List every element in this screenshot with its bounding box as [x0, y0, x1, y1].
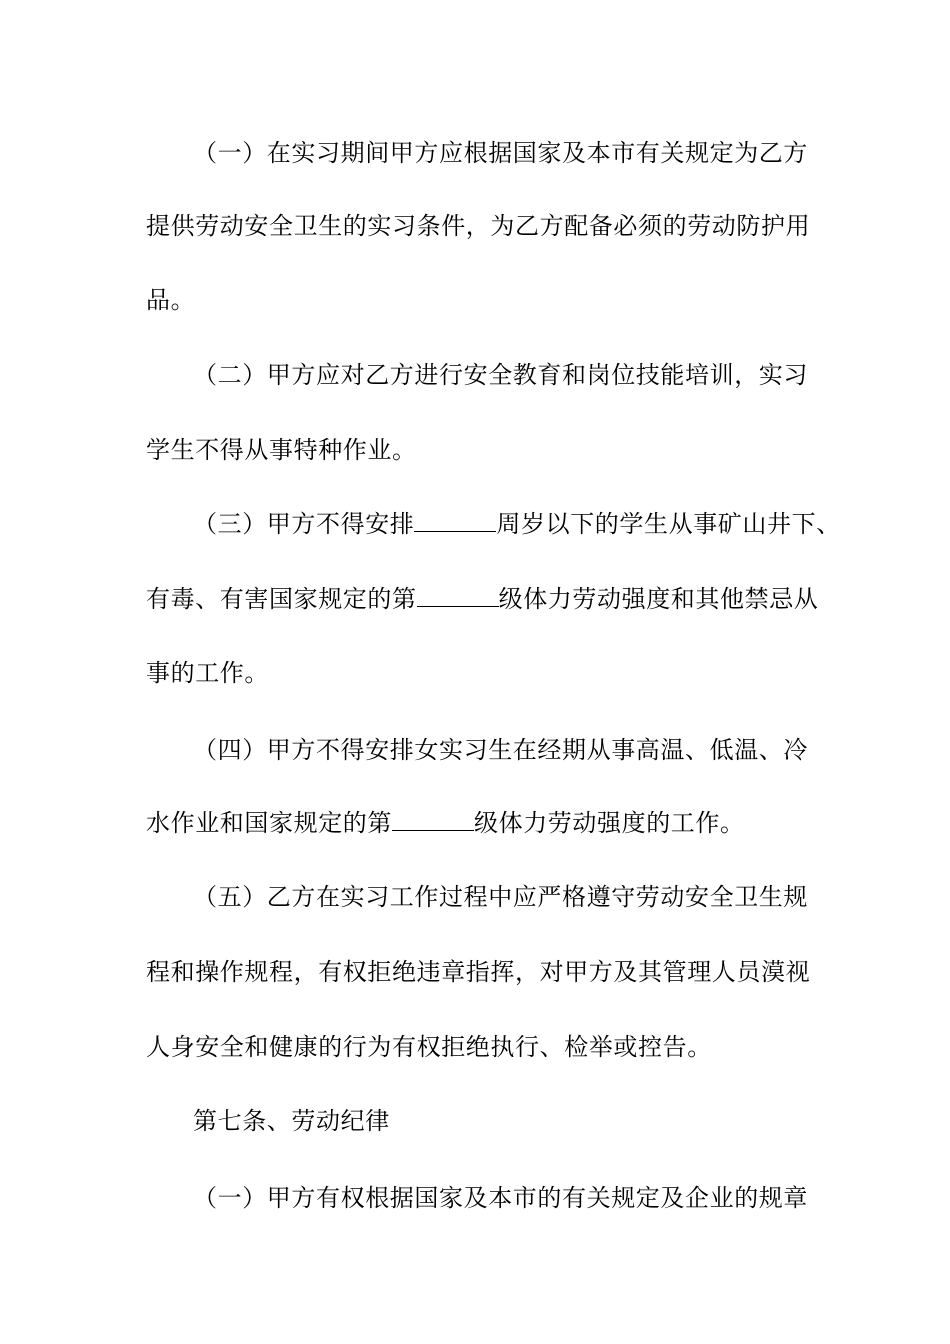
paragraph-3-line-1-part-1: （三）甲方不得安排: [193, 510, 415, 538]
paragraph-6-line-1: （一）甲方有权根据国家及本市的有关规定及企业的规章: [193, 1184, 808, 1212]
paragraph-4-line-2-part-2: 级体力劳动强度的工作。: [474, 809, 745, 837]
fill-in-blank: [414, 511, 496, 532]
section-heading: 第七条、劳动纪律: [193, 1107, 390, 1135]
paragraph-5-line-3: 人身安全和健康的行为有权拒绝执行、检举或控告。: [146, 1033, 712, 1061]
paragraph-4-line-2-part-1: 水作业和国家规定的第: [146, 809, 392, 837]
fill-in-blank: [392, 810, 474, 831]
paragraph-3-line-2-part-1: 有毒、有害国家规定的第: [146, 585, 417, 613]
paragraph-1-line-1: （一）在实习期间甲方应根据国家及本市有关规定为乙方: [193, 139, 808, 167]
paragraph-2-line-2: 学生不得从事特种作业。: [146, 436, 417, 464]
paragraph-3-line-2: [146, 584, 818, 614]
paragraph-5-line-1: （五）乙方在实习工作过程中应严格遵守劳动安全卫生规: [193, 883, 808, 911]
paragraph-3-line-1: [193, 509, 841, 539]
paragraph-3-line-1-part-2: 周岁以下的学生从事矿山井下、: [496, 510, 841, 538]
fill-in-blank: [417, 586, 499, 607]
paragraph-4-line-1: （四）甲方不得安排女实习生在经期从事高温、低温、冷: [193, 736, 808, 764]
paragraph-4-line-2: [146, 808, 745, 838]
paragraph-5-line-2: 程和操作规程，有权拒绝违章指挥，对甲方及其管理人员漠视: [146, 958, 811, 986]
paragraph-3-line-3: 事的工作。: [146, 659, 269, 687]
paragraph-1-line-3: 品。: [146, 286, 196, 314]
paragraph-3-line-2-part-2: 级体力劳动强度和其他禁忌从: [498, 585, 819, 613]
paragraph-1-line-2: 提供劳动安全卫生的实习条件，为乙方配备必须的劳动防护用: [146, 212, 811, 240]
paragraph-2-line-1: （二）甲方应对乙方进行安全教育和岗位技能培训，实习: [193, 361, 808, 389]
